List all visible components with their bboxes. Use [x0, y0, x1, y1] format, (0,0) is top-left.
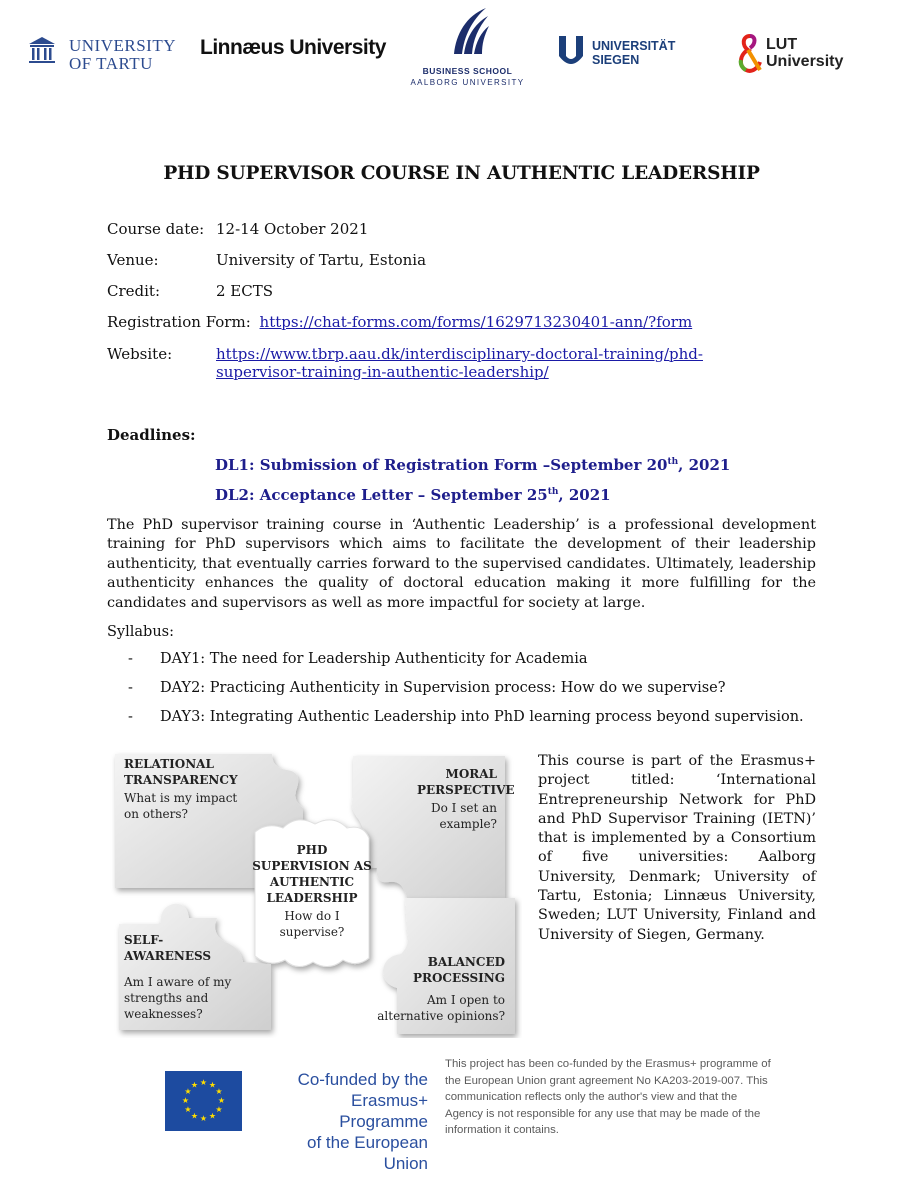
credit-row: Credit: 2 ECTS [107, 282, 274, 300]
svg-text:★: ★ [181, 1096, 190, 1105]
eu-stars-icon [165, 1071, 242, 1131]
balanced-processing-title: BALANCED PROCESSING [412, 955, 505, 985]
authentic-leadership-puzzle [107, 748, 522, 1038]
self-awareness-question: Am I aware of my strengths and weaknesses? [124, 975, 232, 1021]
erasmus-disclaimer: This project has been co-funded by the Erasmus+ programme of the European Union grant agreement No KA203-2019-007. This communication reflects only the author's view and that the Agency is not responsible for any use that may be made of the information it contains. [445, 1058, 771, 1136]
svg-text:★: ★ [217, 1096, 226, 1105]
siegen-u-icon [556, 34, 586, 68]
course-description: The PhD supervisor training course in ‘Authentic Leadership’ is a professional development training for PhD supervisors which aims to facilitate the development of their leadership authenticity, that eventually carries forward to the supervised candidates. Ultimately, leadership authenticity enhances the quality of doctoral education making it more fulfilling for the candidates and supervisors as well as more impactful for society at large. [107, 517, 816, 611]
cofunded-by-erasmus-label: Co-funded by the Erasmus+ Programme of the European Union [297, 1070, 428, 1173]
venue-row: Venue: University of Tartu, Estonia [107, 251, 427, 269]
university-of-tartu-logo: UNIVERSITY OF TARTU [27, 30, 177, 76]
deadline-2: DL2: Acceptance Letter – September 25th, 2021 [215, 486, 611, 504]
linnaeus-university-logo: Linnæus University [200, 36, 386, 59]
svg-text:★: ★ [208, 1080, 217, 1090]
website-link[interactable]: https://www.tbrp.aau.dk/interdisciplinary-doctoral-training/phd- supervisor-training-in-authentic-leadership/ [216, 345, 703, 381]
relational-transparency-title: RELATIONAL TRANSPARENCY [124, 757, 238, 787]
venue-value: University of Tartu, Estonia [216, 251, 427, 269]
eu-flag-icon [165, 1071, 242, 1131]
syllabus-heading: Syllabus: [107, 624, 174, 640]
registration-row: Registration Form: https://chat-forms.com/forms/1629713230401-ann/?form [107, 313, 693, 331]
logo-strip [0, 0, 923, 100]
deadlines-heading: Deadlines: [107, 426, 196, 444]
tartu-seal-icon [27, 34, 57, 68]
moral-perspective-title: MORAL PERSPECTIVE [417, 767, 515, 797]
svg-text:★: ★ [190, 1111, 199, 1121]
moral-perspective-question: Do I set an example? [431, 801, 497, 831]
svg-text:★: ★ [190, 1080, 199, 1090]
aalborg-business-school-logo: BUSINESS SCHOOL AALBORG UNIVERSITY [410, 6, 525, 88]
svg-text:★: ★ [208, 1111, 217, 1121]
relational-transparency-question: What is my impact on others? [124, 791, 238, 821]
credit-value: 2 ECTS [216, 282, 274, 300]
deadline-1: DL1: Submission of Registration Form –September 20th, 2021 [215, 456, 731, 474]
svg-text:★: ★ [184, 1105, 192, 1114]
page-title: PHD SUPERVISOR COURSE IN AUTHENTIC LEADERSHIP [163, 163, 760, 184]
syllabus-item: - DAY3: Integrating Authentic Leadership into PhD learning process beyond supervision. [128, 709, 804, 725]
center-title: PHD SUPERVISION AS AUTHENTIC LEADERSHIP [252, 843, 372, 905]
course-date-row: Course date: 12-14 October 2021 [107, 220, 369, 238]
svg-text:★: ★ [215, 1087, 223, 1096]
lut-ampersand-icon [736, 32, 764, 76]
syllabus-item: - DAY1: The need for Leadership Authenticity for Academia [128, 651, 588, 667]
registration-form-link[interactable]: https://chat-forms.com/forms/1629713230401-ann/?form [259, 313, 693, 331]
university-of-siegen-logo: UNIVERSITÄT SIEGEN [556, 34, 686, 74]
svg-text:★: ★ [199, 1078, 208, 1087]
balanced-processing-question: Am I open to alternative opinions? [377, 993, 505, 1023]
syllabus-item: - DAY2: Practicing Authenticity in Supervision process: How do we supervise? [128, 680, 726, 696]
course-date-value: 12-14 October 2021 [216, 220, 369, 238]
lut-university-logo: LUT University [736, 32, 856, 77]
self-awareness-title: SELF- AWARENESS [124, 933, 212, 963]
aalborg-wave-icon [446, 6, 490, 56]
svg-text:★: ★ [215, 1105, 223, 1114]
svg-text:★: ★ [199, 1114, 208, 1123]
erasmus-project-text: This course is part of the Erasmus+ project titled: ‘International Entrepreneurship Network for PhD and PhD Supervisor Training (IETN)’ that is implemented by a Consortium of five universities: Aalborg University, Denmark; University of Tartu, Estonia; Linnæus University, Sweden; LUT University, Finland and University of Siegen, Germany. [538, 753, 816, 943]
svg-text:★: ★ [184, 1087, 192, 1096]
center-question: How do I supervise? [279, 909, 345, 939]
website-row: Website: https://www.tbrp.aau.dk/interdisciplinary-doctoral-training/phd- supervisor-training-in-authentic-leadership/ [107, 345, 703, 381]
